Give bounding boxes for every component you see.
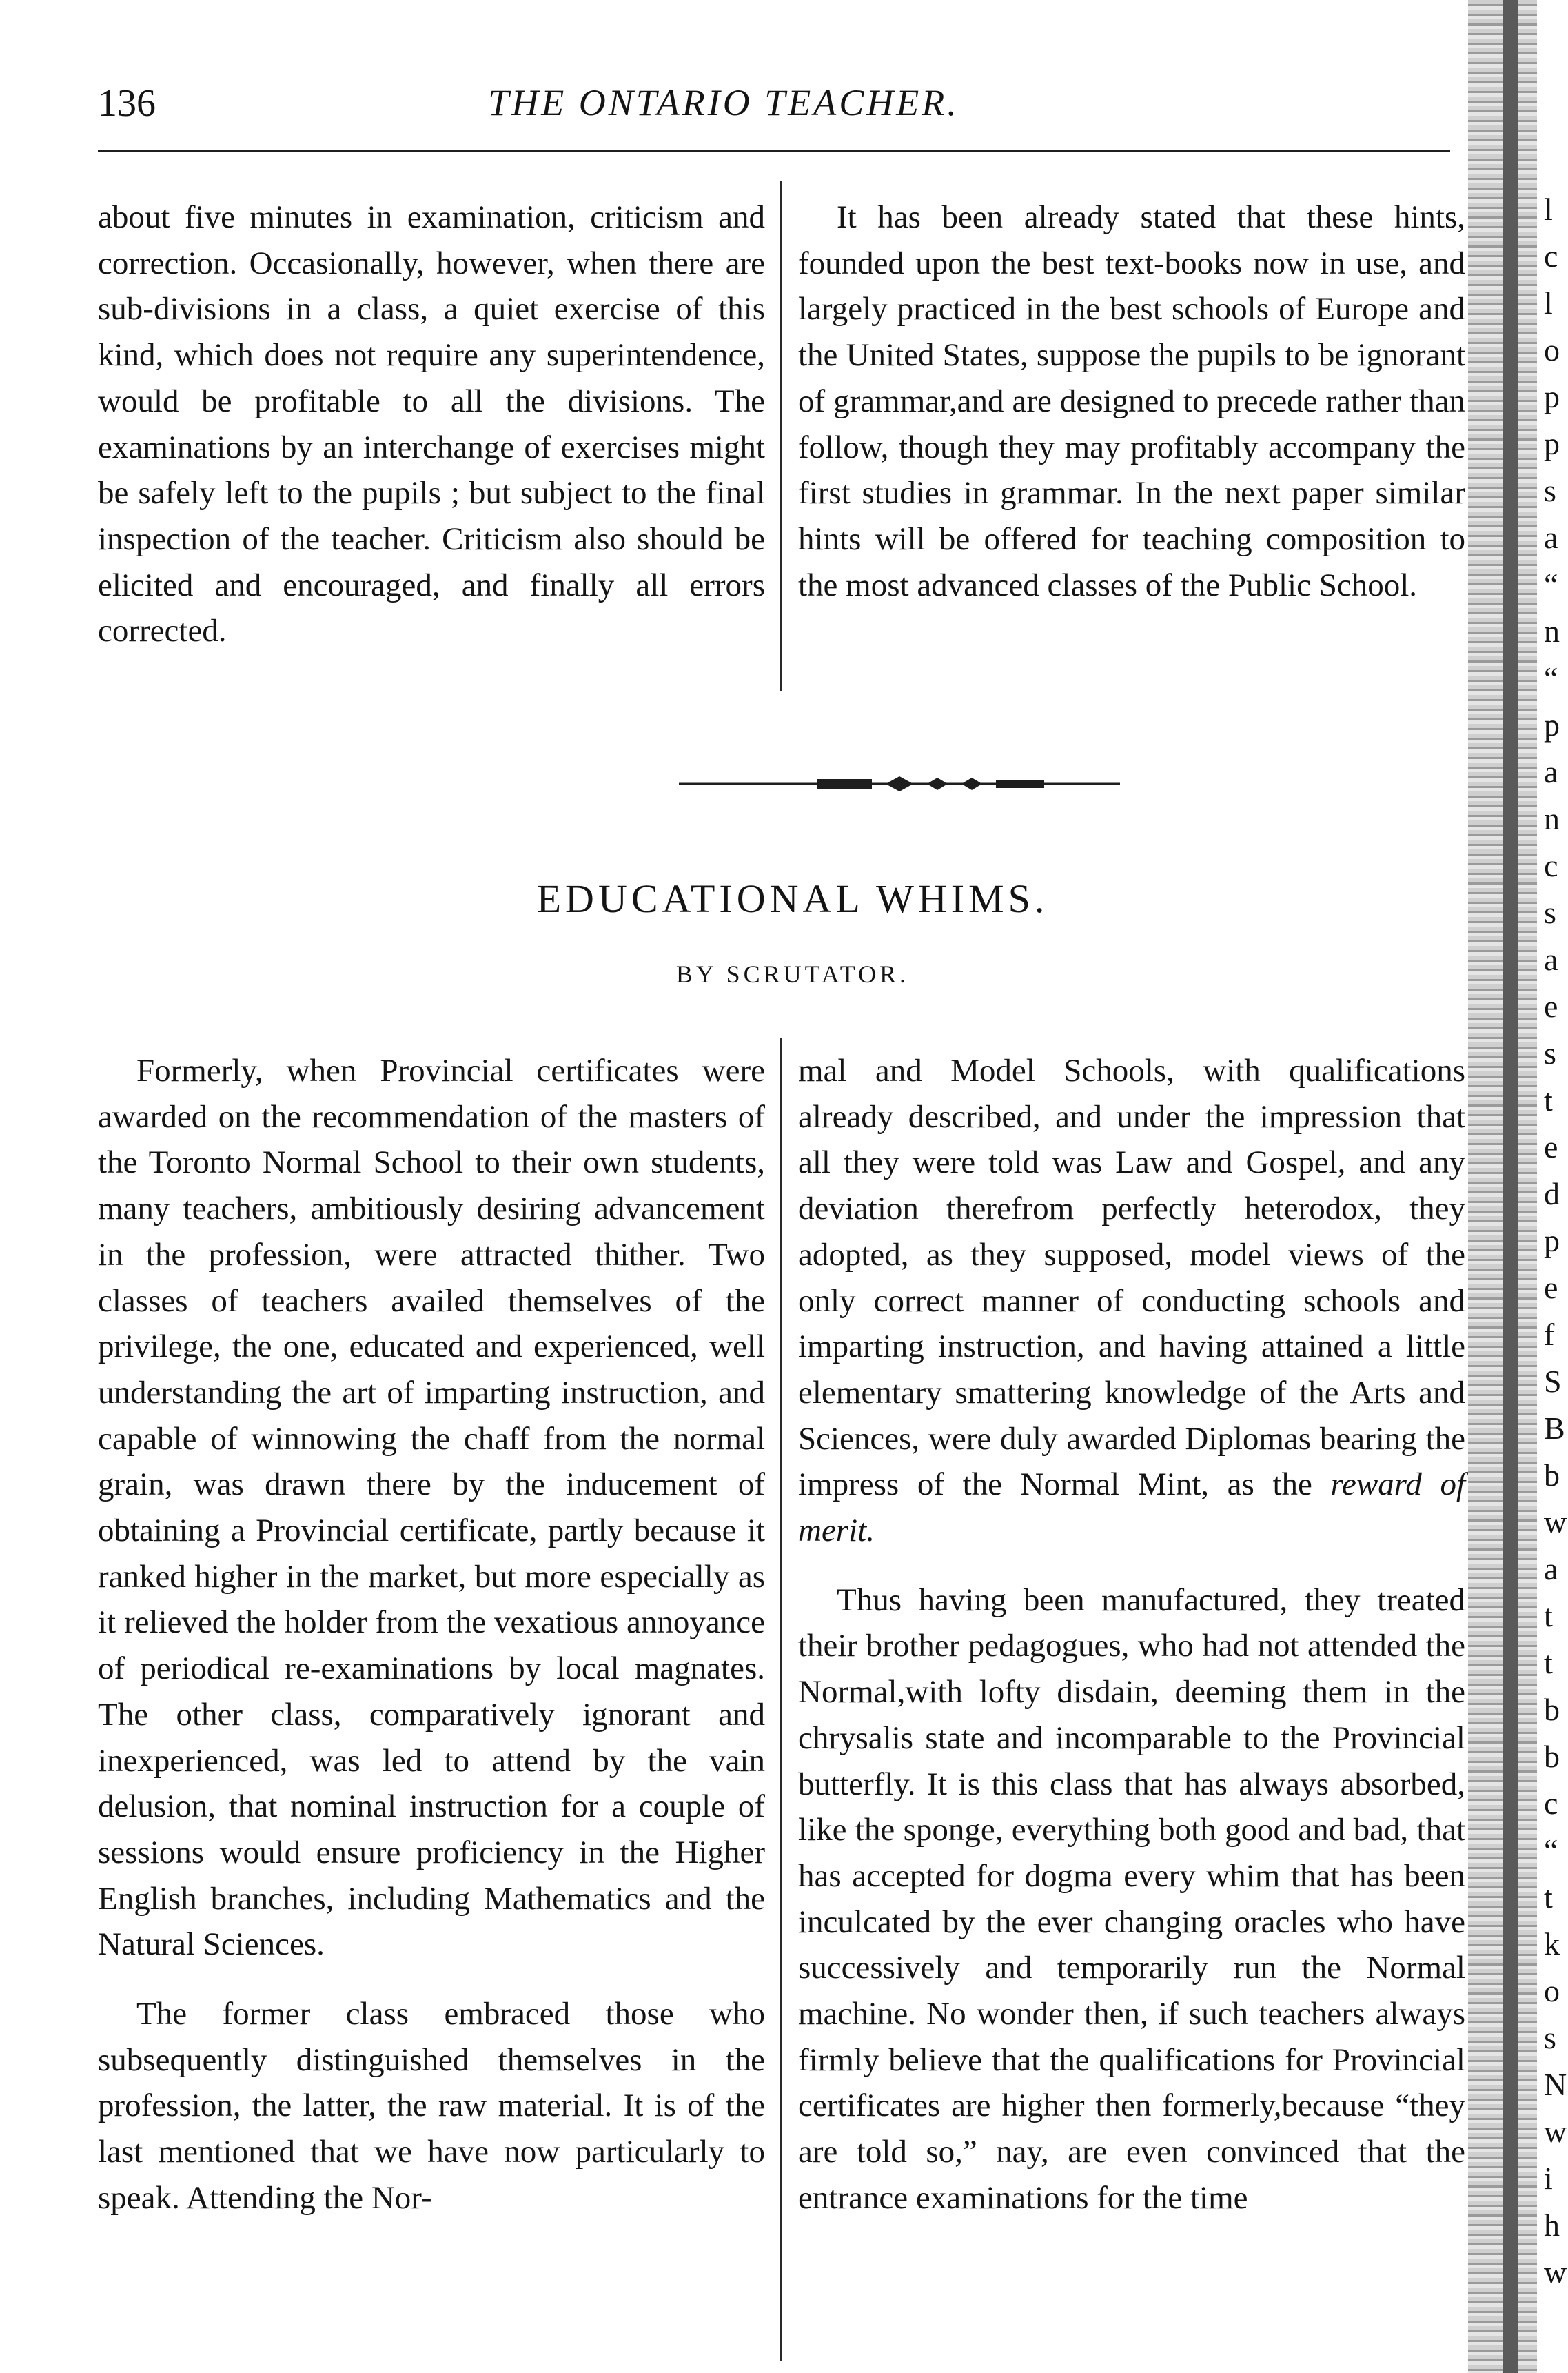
adjacent-page-letter: c (1544, 848, 1558, 883)
adjacent-page-letter: s (1544, 473, 1556, 508)
adjacent-page-letter: w (1544, 2254, 1567, 2290)
adjacent-page-letter: a (1544, 942, 1558, 977)
adjacent-page-letter: p (1544, 707, 1560, 743)
article-paragraph: The former class embraced those who subsequently distinguished themselves in the profession, the latter, the raw material. It is of the last mentioned that we have now particularly to speak. Attending the Nor- (98, 1996, 765, 2216)
article-paragraph (798, 1048, 1465, 1554)
adjacent-page-letter: t (1544, 1082, 1553, 1118)
article-right-column (798, 1048, 1465, 2221)
adjacent-page-letter: a (1544, 754, 1558, 789)
adjacent-page-letter: s (1544, 895, 1556, 930)
adjacent-page-letter: “ (1544, 660, 1558, 696)
adjacent-page-letter: i (1544, 2161, 1553, 2196)
adjacent-page-letter: t (1544, 1645, 1553, 1680)
top-column-rule (780, 181, 782, 691)
adjacent-page-letter: b (1544, 1692, 1560, 1727)
article-left-column (98, 1048, 765, 2221)
book-binding-bar (1503, 0, 1518, 2373)
header-rule (98, 150, 1450, 152)
adjacent-page-letter: p (1544, 1223, 1560, 1258)
adjacent-page-letter: B (1544, 1411, 1565, 1446)
adjacent-page-letter: f (1544, 1317, 1555, 1352)
adjacent-page-letter: S (1544, 1364, 1562, 1399)
top-left-paragraph: about five minutes in examination, criticism and correction. Occasionally, however, when there are sub-divisions in a class, a quiet exercise of this kind, which does not require any superintendence, would be profitable to all the divisions. The examinations by an interchange of exercises might be safely left to the pupils ; but subject to the final inspection of the teacher. Criticism also should be elicited and encouraged, and finally all errors corrected. (98, 199, 765, 649)
adjacent-page-letter: l (1544, 192, 1553, 227)
adjacent-page-letter: t (1544, 1879, 1553, 1915)
adjacent-page-letter: w (1544, 2114, 1567, 2149)
adjacent-page-letter: a (1544, 520, 1558, 555)
top-left-column (98, 194, 765, 654)
adjacent-page-letter: k (1544, 1926, 1560, 1961)
adjacent-page-letter: h (1544, 2208, 1560, 2243)
adjacent-page-letter: o (1544, 332, 1560, 367)
adjacent-page-letter: b (1544, 1457, 1560, 1493)
adjacent-page-letter: p (1544, 426, 1560, 461)
adjacent-page-letter: e (1544, 989, 1558, 1024)
top-right-column (798, 194, 1465, 608)
adjacent-page-letter: l (1544, 285, 1553, 321)
adjacent-page-letter: e (1544, 1129, 1558, 1164)
article-column-rule (780, 1038, 782, 2361)
section-divider-ornament (679, 772, 1120, 796)
article-byline: BY SCRUTATOR. (675, 960, 910, 988)
adjacent-page-letter: p (1544, 379, 1560, 414)
article-title: EDUCATIONAL WHIMS. (536, 876, 1049, 921)
adjacent-page-letter: c (1544, 239, 1558, 274)
adjacent-page-letter: c (1544, 1786, 1558, 1821)
adjacent-page-letter: w (1544, 1504, 1567, 1539)
adjacent-page-letter: s (1544, 2020, 1556, 2055)
adjacent-page-fragments (1544, 186, 1568, 2296)
adjacent-page-letter: n (1544, 801, 1560, 836)
running-head: THE ONTARIO TEACHER. (488, 82, 959, 123)
article-paragraph-text: mal and Model Schools, with qualifications already described, and under the impression that all they were told was Law and Gospel, and any deviation therefrom perfectly heterodox, they adopted, as they supposed, model views of the only correct manner of conducting schools and imparting instruction, and having attained a little elementary smattering knowledge of the Arts and Sciences, were duly awarded Diplomas bearing the impress of the Normal Mint, as the (798, 1053, 1465, 1503)
adjacent-page-letter: t (1544, 1598, 1553, 1633)
italic-phrase: reward of merit. (798, 1466, 1466, 1549)
adjacent-page-letter: s (1544, 1036, 1556, 1071)
adjacent-page-letter: a (1544, 1551, 1558, 1586)
article-paragraph: Formerly, when Provincial certificates were awarded on the recommendation of the masters of the Toronto Normal School to their own students, many teachers, ambitiously desiring advancement in the profession, were attracted thither. Two classes of teachers availed themselves of the privilege, the one, educated and experienced, well understanding the art of imparting instruction, and capable of winnowing the chaff from the normal grain, was drawn there by the inducement of obtaining a Provincial certificate, partly because it ranked higher in the market, but more especially as it relieved the holder from the vexatious annoyance of periodical re-examinations by local magnates. The other class, comparatively ignorant and inexperienced, was led to attend by the vain delusion, that nominal instruction for a couple of sessions would ensure proficiency in the Higher English branches, including Mathematics and the Natural Sciences. (98, 1053, 765, 1963)
article-paragraph: Thus having been manufactured, they treated their brother pedagogues, who had not attended the Normal,with lofty disdain, deeming them in the chrysalis state and incomparable to the Provincial butterfly. It is this class that has always absorbed, like the sponge, everything both good and bad, that has accepted for dogma every whim that has been inculcated by the ever changing oracles who have successively and temporarily run the Normal machine. No wonder then, if such teachers always firmly believe that the qualifications for Provincial certificates are higher then formerly,because “they are told so,” nay, are even convinced that the entrance examinations for the time (798, 1582, 1465, 2216)
adjacent-page-letter: o (1544, 1973, 1560, 2008)
adjacent-page-letter: d (1544, 1176, 1560, 1211)
adjacent-page-letter: N (1544, 2067, 1567, 2102)
adjacent-page-letter: “ (1544, 1832, 1558, 1868)
top-right-paragraph: It has been already stated that these hints, founded upon the best text-books now in use, and largely practiced in the best schools of Europe and the United States, suppose the pupils to be ignorant of grammar,and are designed to precede rather than follow, though they may profitably accompany the first studies in grammar. In the next paper similar hints will be offered for teaching composition to the most advanced classes of the Public School. (798, 199, 1465, 603)
adjacent-page-letter: e (1544, 1270, 1558, 1305)
adjacent-page-letter: n (1544, 614, 1560, 649)
adjacent-page-letter: b (1544, 1739, 1560, 1774)
page-number: 136 (98, 82, 156, 125)
adjacent-page-letter: “ (1544, 567, 1558, 602)
